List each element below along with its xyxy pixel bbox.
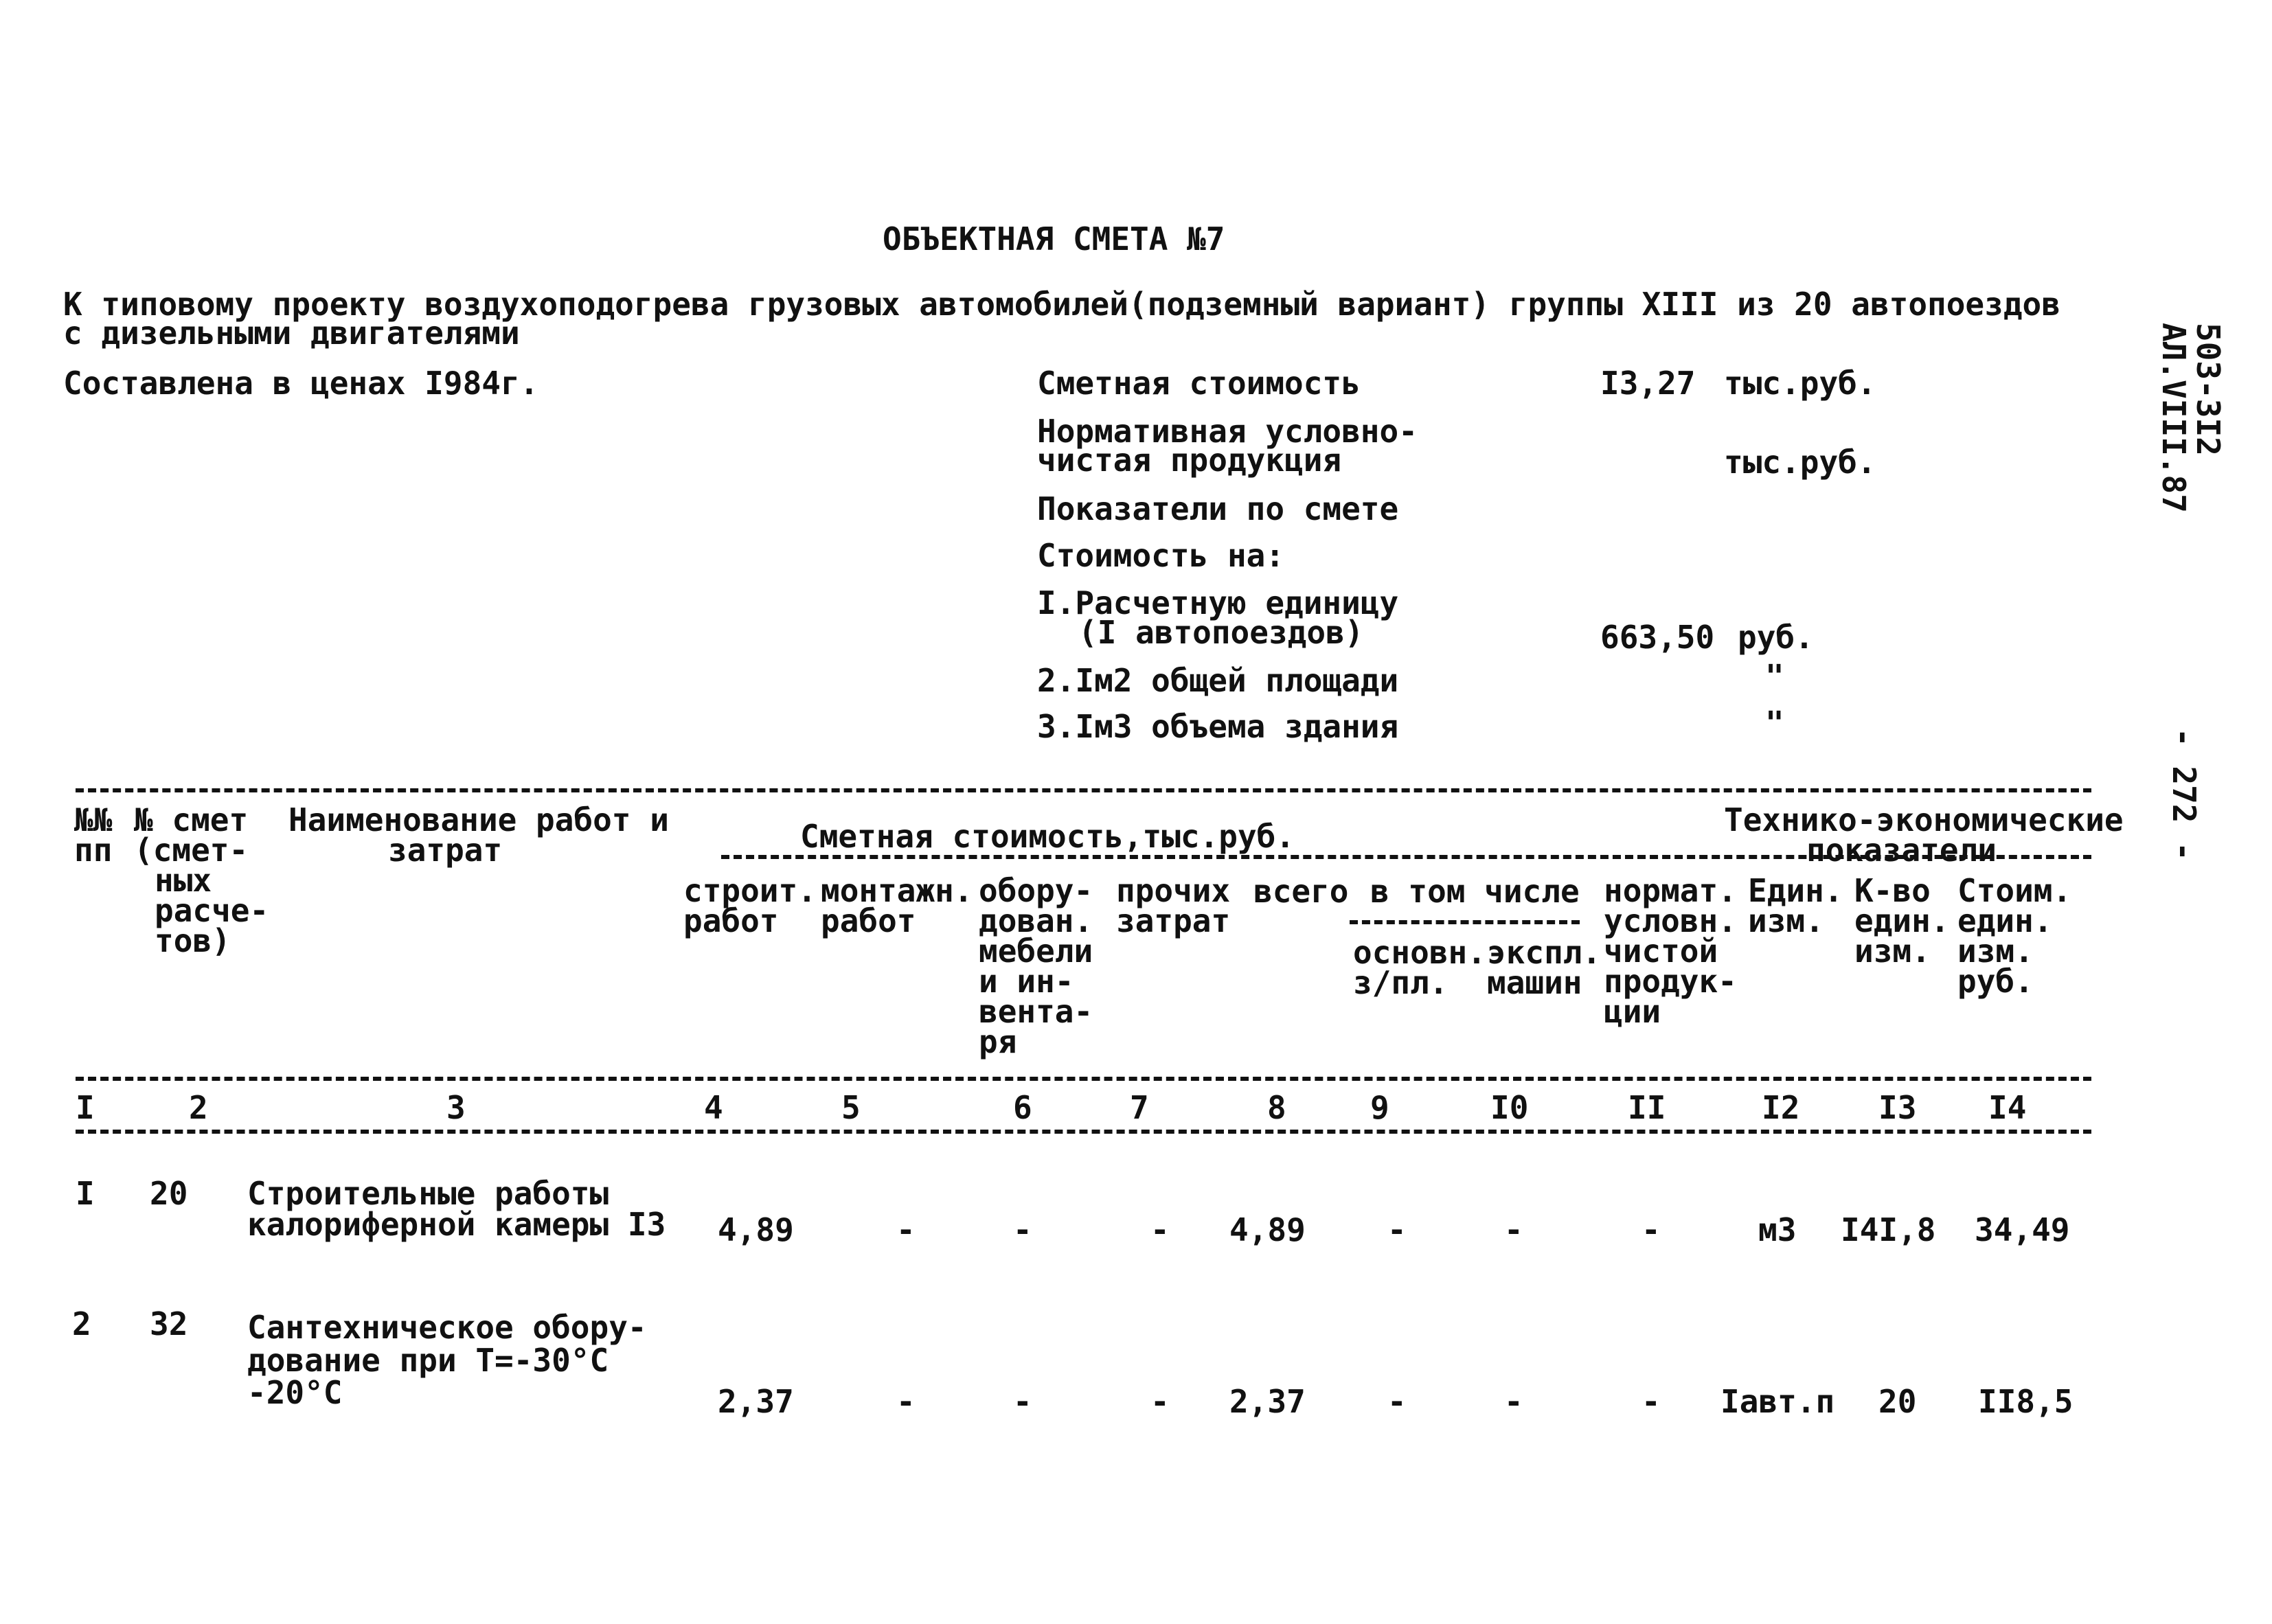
colnum-10: I0 <box>1490 1089 1529 1126</box>
colnum-12: I2 <box>1762 1089 1800 1126</box>
row1-num: I <box>76 1175 95 1212</box>
col2-header: № смет (смет- ных расче- тов) <box>134 801 269 959</box>
side-code <box>2157 323 2225 513</box>
col1-header: №№ пп <box>74 801 113 869</box>
incl-header: в том числе <box>1370 873 1580 910</box>
item2-ditto: " <box>1765 658 1784 695</box>
col13-header: К-во един. изм. <box>1854 872 1950 970</box>
row1-name-2: калориферной камеры I3 <box>247 1206 666 1243</box>
row2-c13: 20 <box>1878 1383 1917 1420</box>
colnum-8: 8 <box>1267 1089 1286 1126</box>
normative-label-1: Нормативная условно- <box>1037 413 1418 450</box>
item1-unit: руб. <box>1738 619 1814 656</box>
row2-name-2: дование при Т=-30°С <box>247 1342 609 1379</box>
estimated-cost-value: I3,27 <box>1600 365 1696 402</box>
col8-header: всего <box>1253 873 1349 910</box>
row1-smeta: 20 <box>150 1175 188 1212</box>
colnum-7: 7 <box>1130 1089 1149 1126</box>
col9-header: основн. з/пл. <box>1353 934 1486 1001</box>
side-code-line-1: 503-3I2 <box>2190 323 2227 456</box>
item1-label-1: I.Расчетную единицу <box>1037 584 1399 621</box>
table-top-rule <box>76 788 2091 792</box>
incl-subheader-rule <box>1350 920 1580 924</box>
item3-ditto: " <box>1765 705 1784 742</box>
colnum-2: 2 <box>189 1089 208 1126</box>
colnum-9: 9 <box>1370 1089 1389 1126</box>
tech-group-header: Технико-экономические показатели <box>1724 801 2124 869</box>
item2-label: 2.Iм2 общей площади <box>1037 662 1399 699</box>
colnum-4: 4 <box>704 1089 723 1126</box>
row1-c6: - <box>1013 1211 1032 1248</box>
item1-value: 663,50 <box>1600 619 1715 656</box>
col5-header: монтажн. работ <box>821 872 973 939</box>
colnum-13: I3 <box>1878 1089 1917 1126</box>
row2-c10: - <box>1504 1383 1523 1420</box>
row2-name-1: Сантехническое обору- <box>247 1309 647 1346</box>
estimated-cost-label: Сметная стоимость <box>1037 365 1361 402</box>
colnum-11: II <box>1628 1089 1666 1126</box>
colnum-3: 3 <box>446 1089 466 1126</box>
indicators-label: Показатели по смете <box>1037 490 1399 527</box>
colnum-6: 6 <box>1013 1089 1032 1126</box>
colnum-5: 5 <box>841 1089 861 1126</box>
row2-c14: II8,5 <box>1978 1383 2074 1420</box>
row1-c8: 4,89 <box>1229 1211 1306 1248</box>
row2-smeta: 32 <box>150 1305 188 1342</box>
prices-note: Составлена в ценах I984г. <box>63 365 539 402</box>
col10-header: экспл. машин <box>1487 934 1602 1001</box>
row2-name-3: -20°С <box>247 1374 343 1411</box>
col6-header: обору- дован. мебели и ин- вента- ря <box>979 872 1093 1060</box>
row2-c7: - <box>1150 1383 1170 1420</box>
row2-c8: 2,37 <box>1229 1383 1306 1420</box>
row2-c5: - <box>896 1383 916 1420</box>
row1-c12: м3 <box>1758 1211 1797 1248</box>
row2-c4: 2,37 <box>718 1383 794 1420</box>
row1-c14: 34,49 <box>1975 1211 2070 1248</box>
col11-header: нормат. условн. чистой продук- ции <box>1604 872 1737 1030</box>
page-number: - 272 - <box>2166 728 2203 861</box>
row1-c7: - <box>1150 1211 1170 1248</box>
subtitle-line-1: К типовому проекту воздухоподогрева грузовых автомобилей(подземный вариант) группы XIII из 20 автопоездов <box>63 286 2060 323</box>
normative-label-2: чистая продукция <box>1037 442 1342 479</box>
col7-header: прочих затрат <box>1116 872 1231 939</box>
row2-c6: - <box>1013 1383 1032 1420</box>
colnum-1: I <box>76 1089 95 1126</box>
col12-header: Един. изм. <box>1748 872 1843 939</box>
colnum-bottom-rule <box>76 1130 2091 1134</box>
row1-c9: - <box>1387 1211 1407 1248</box>
row1-c10: - <box>1504 1211 1523 1248</box>
row2-num: 2 <box>72 1305 91 1342</box>
header-bottom-rule <box>76 1077 2091 1081</box>
item1-label-2: (I автопоездов) <box>1078 614 1364 651</box>
estimated-cost-unit: тыс.руб. <box>1724 365 1876 402</box>
col14-header: Стоим. един. изм. руб. <box>1957 872 2072 1000</box>
row1-name-1: Строительные работы <box>247 1175 609 1212</box>
document-title: ОБЪЕКТНАЯ СМЕТА №7 <box>883 220 1225 258</box>
cost-group-header: Сметная стоимость,тыс.руб. <box>800 818 1295 855</box>
col4-header: строит. работ <box>683 872 817 939</box>
row2-c12: Iавт.п <box>1720 1383 1835 1420</box>
row2-c9: - <box>1387 1383 1407 1420</box>
row1-c4: 4,89 <box>718 1211 794 1248</box>
row2-c11: - <box>1641 1383 1661 1420</box>
normative-unit: тыс.руб. <box>1724 444 1876 481</box>
side-code-line-2: АЛ.VIII.87 <box>2155 323 2192 513</box>
row1-c13: I4I,8 <box>1841 1211 1936 1248</box>
col3-header: Наименование работ и затрат <box>288 801 669 869</box>
item3-label: 3.Iм3 объема здания <box>1037 708 1399 745</box>
row1-c11: - <box>1641 1211 1661 1248</box>
cost-on-label: Стоимость на: <box>1037 537 1285 574</box>
colnum-14: I4 <box>1988 1089 2027 1126</box>
subtitle-line-2: с дизельными двигателями <box>63 314 520 352</box>
row1-c5: - <box>896 1211 916 1248</box>
